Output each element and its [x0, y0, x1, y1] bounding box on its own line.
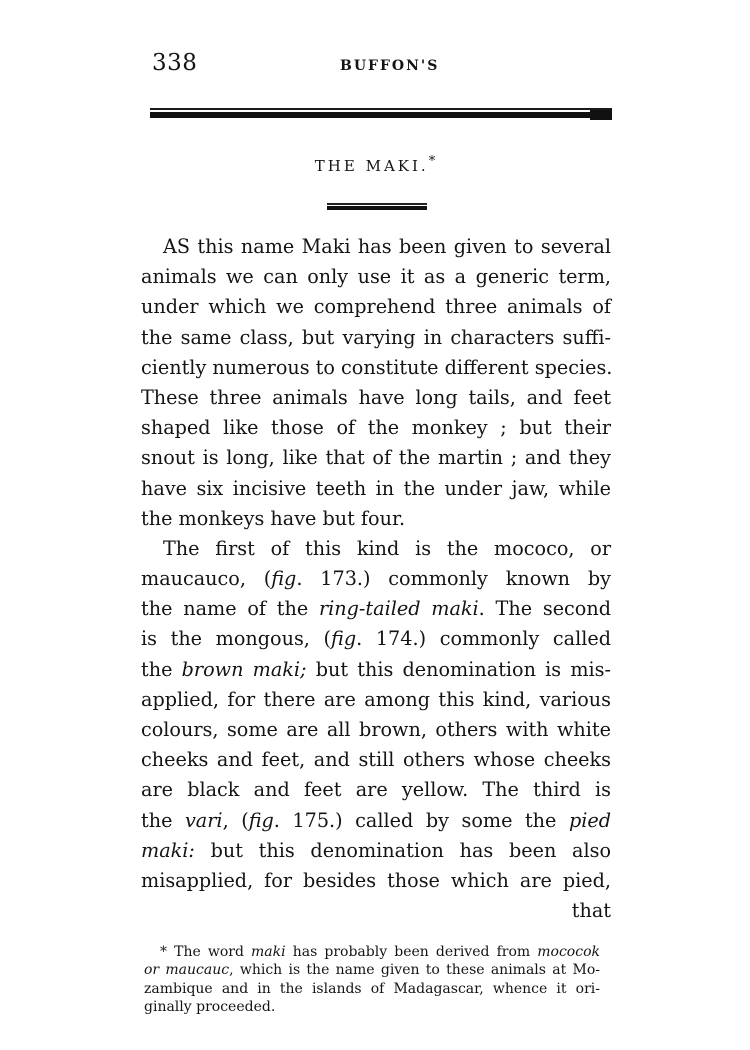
italic-term: maki: — [141, 838, 195, 862]
text-line: shaped like those of the monkey ; but their — [141, 416, 611, 440]
section-title-text: THE MAKI. — [314, 157, 429, 175]
text-line: cheeks and feet, and still others whose cheeks — [141, 748, 611, 772]
text-run: . 173.) commonly known by — [296, 567, 611, 591]
text-run: has probably been derived from — [285, 944, 538, 960]
text-run: the — [141, 808, 185, 832]
text-line: The first of this kind is the mococo, or — [163, 536, 611, 560]
italic-term: ring-tailed maki — [318, 597, 479, 621]
italic-term: maki — [251, 944, 286, 960]
text-line: applied, for there are among this kind, various — [141, 687, 611, 711]
text-line — [141, 836, 611, 866]
text-line: the same class, but varying in characters suffi- — [141, 325, 611, 349]
figure-abbreviation: fig — [271, 567, 297, 591]
text-line: AS this name Maki has been given to several — [163, 235, 611, 258]
text-line: animals we can only use it as a generic term, — [141, 265, 611, 289]
italic-term: or maucauc — [144, 962, 230, 979]
footnote-mark: * — [160, 944, 167, 960]
text-run: but this denomination has been also — [194, 838, 611, 862]
text-line — [141, 594, 611, 624]
text-run: is the mongous, ( — [141, 627, 332, 651]
text-run: the name of the — [141, 597, 319, 621]
text-line: colours, some are all brown, others with white — [141, 718, 611, 741]
footnote-line — [144, 943, 600, 961]
running-head: BUFFON'S — [340, 58, 440, 74]
text-line — [141, 806, 611, 836]
footnote-line — [144, 961, 600, 979]
text-run: maucauco, ( — [141, 567, 272, 591]
text-run: , ( — [222, 808, 249, 832]
title-ornament-rule — [327, 202, 427, 212]
header-rule — [150, 108, 612, 120]
footnote — [144, 943, 600, 1017]
text-run: the — [141, 657, 182, 681]
text-line: under which we comprehend three animals of — [141, 295, 611, 319]
page-number: 338 — [152, 50, 198, 76]
figure-abbreviation: fig — [248, 808, 274, 832]
text-run: . 174.) commonly called — [356, 627, 611, 651]
text-run: but this denomination is mis- — [306, 657, 611, 681]
footnote-line: ginally proceeded. — [144, 999, 276, 1016]
text-line: ciently numerous to constitute different species. — [141, 355, 613, 379]
italic-term: brown maki; — [181, 657, 307, 681]
text-line: snout is long, like that of the martin ; and they — [141, 446, 611, 470]
text-line: misapplied, for besides those which are pied, — [141, 868, 611, 892]
text-line — [141, 655, 611, 685]
text-line: These three animals have long tails, and feet — [141, 385, 611, 409]
text-line — [141, 564, 611, 594]
italic-term: vari — [184, 808, 223, 832]
text-line: the monkeys have but four. — [141, 506, 406, 530]
text-run: The word — [174, 944, 252, 960]
text-line: have six incisive teeth in the under jaw, while — [141, 476, 611, 500]
text-run: . The second — [478, 597, 611, 621]
body-text — [141, 232, 611, 926]
footnote-line: zambique and in the islands of Madagascar, whence it ori- — [144, 980, 600, 997]
text-line: are black and feet are yellow. The third is — [141, 778, 611, 802]
catchword: that — [571, 899, 611, 923]
text-line — [141, 624, 611, 654]
footnote-reference-mark: * — [428, 154, 436, 169]
page-header — [150, 50, 610, 80]
italic-term: mococok — [537, 944, 600, 960]
italic-term: pied — [568, 808, 612, 832]
section-title — [0, 154, 750, 175]
figure-abbreviation: fig — [331, 627, 357, 651]
text-run: . 175.) called by some the — [273, 808, 569, 832]
text-run: , which is the name given to these animals at Mo- — [229, 962, 600, 979]
